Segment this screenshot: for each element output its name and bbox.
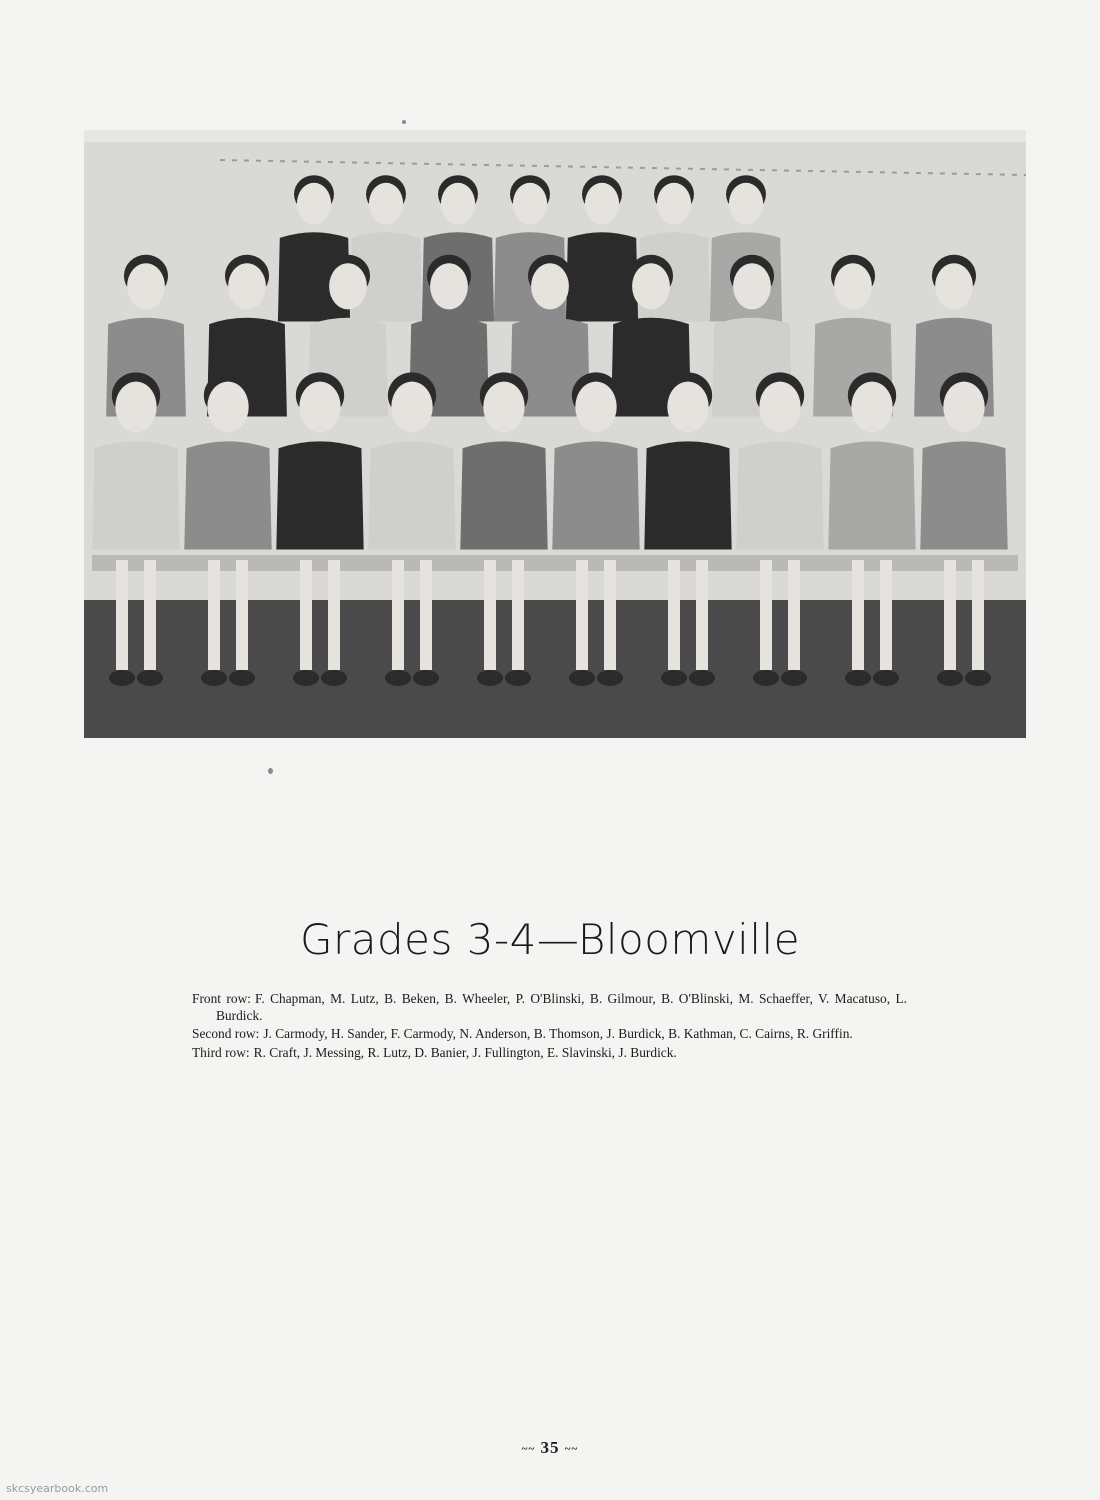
front-row-child-body [736,441,823,549]
back-row-child-face [441,183,475,225]
front-row-child-face [207,382,248,433]
back-row-child-face [729,183,763,225]
back-row-child-face [513,183,547,225]
row-label: Third row: [192,1044,250,1060]
back-row-child-face [657,183,691,225]
paper-speck [402,120,406,124]
front-row-child-shoe [229,670,255,686]
front-row-child-leg [208,560,220,670]
middle-row-child-face [834,263,872,309]
photo-wall-top [84,130,1026,142]
front-row-child-face [943,382,984,433]
front-row-child-body [460,441,547,549]
front-row-child-leg [696,560,708,670]
front-row-child-leg [420,560,432,670]
row-label: Second row: [192,1026,260,1041]
back-row-child-face [297,183,331,225]
caption-second-row [192,1026,907,1043]
caption-front-row [192,991,907,1024]
front-row-child-shoe [965,670,991,686]
front-row-child-face [299,382,340,433]
front-row-child-leg [392,560,404,670]
middle-row-child-face [329,263,367,309]
front-row-child-leg [604,560,616,670]
front-row-child-face [483,382,524,433]
front-row-child-face [115,382,156,433]
folio-ornament-left: ~~ [521,1443,536,1456]
class-photo [84,130,1026,738]
front-row-child-leg [852,560,864,670]
class-photo-icon [84,130,1026,738]
back-row-child-face [585,183,619,225]
front-row-child-body [276,441,363,549]
row-names: R. Craft, J. Messing, R. Lutz, D. Banier, J. Fullington, E. Slavinski, J. Burdick. [253,1044,677,1060]
page-title: Grades 3-4—Bloomville [299,915,801,964]
front-row-child-shoe [477,670,503,686]
front-row-child-face [851,382,892,433]
back-row-child-body [566,232,638,321]
front-row-child-shoe [845,670,871,686]
middle-row-child-face [935,263,973,309]
front-row-child-shoe [201,670,227,686]
caption-third-row [192,1045,907,1062]
middle-row-child-face [531,263,569,309]
front-row-child-face [667,382,708,433]
front-row-child-face [575,382,616,433]
front-row-child-leg [788,560,800,670]
paper-speck [268,768,273,774]
front-row-child-shoe [109,670,135,686]
page-number [0,1438,1100,1458]
middle-row-child-face [430,263,468,309]
front-row-child-shoe [413,670,439,686]
row-names: F. Chapman, M. Lutz, B. Beken, B. Wheeler, P. O'Blinski, B. Gilmour, B. O'Blinski, M. Schaeffer, V. Macatuso, L. Burdick. [216,991,907,1023]
middle-row-child-face [733,263,771,309]
front-row-child-leg [116,560,128,670]
front-row-child-leg [300,560,312,670]
photo-bench [92,555,1018,571]
row-names: J. Carmody, H. Sander, F. Carmody, N. Anderson, B. Thomson, J. Burdick, B. Kathman, C. Cairns, R. Griffin. [263,1026,853,1041]
front-row-child-leg [512,560,524,670]
front-row-child-shoe [505,670,531,686]
front-row-child-shoe [137,670,163,686]
front-row-child-leg [944,560,956,670]
front-row-child-body [644,441,731,549]
front-row-child-body [828,441,915,549]
front-row-child-shoe [753,670,779,686]
front-row-child-leg [972,560,984,670]
front-row-child-shoe [689,670,715,686]
front-row-child-leg [760,560,772,670]
front-row-child-body [552,441,639,549]
front-row-child-shoe [873,670,899,686]
front-row-child-body [920,441,1007,549]
watermark: skcsyearbook.com [6,1482,109,1495]
front-row-child-face [391,382,432,433]
middle-row-child-face [127,263,165,309]
back-row-child-face [369,183,403,225]
front-row-child-shoe [661,670,687,686]
page-number-value: 35 [540,1438,560,1457]
front-row-child-shoe [781,670,807,686]
front-row-child-leg [668,560,680,670]
front-row-child-leg [484,560,496,670]
front-row-child-shoe [385,670,411,686]
front-row-child-shoe [321,670,347,686]
photo-caption [192,991,907,1063]
middle-row-child-face [632,263,670,309]
front-row-child-shoe [937,670,963,686]
front-row-child-body [184,441,271,549]
middle-row-child-face [228,263,266,309]
front-row-child-shoe [293,670,319,686]
front-row-child-shoe [569,670,595,686]
front-row-child-leg [328,560,340,670]
front-row-child-leg [236,560,248,670]
front-row-child-leg [576,560,588,670]
front-row-child-leg [880,560,892,670]
front-row-child-body [368,441,455,549]
front-row-child-face [759,382,800,433]
row-label: Front row: [192,991,251,1006]
folio-ornament-right: ~~ [564,1443,579,1456]
front-row-child-shoe [597,670,623,686]
front-row-child-body [92,441,179,549]
front-row-child-leg [144,560,156,670]
